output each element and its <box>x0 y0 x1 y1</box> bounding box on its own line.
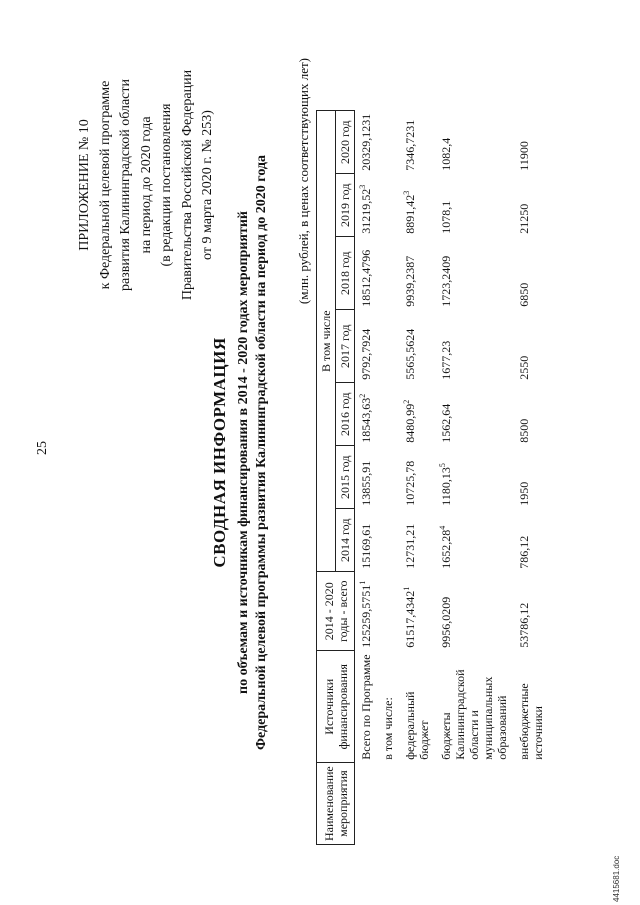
table-row <box>355 111 378 845</box>
table-row <box>399 111 435 845</box>
cell-year <box>435 111 513 174</box>
cell-name <box>399 763 435 845</box>
cell-total <box>399 572 435 651</box>
cell-year <box>399 237 435 310</box>
footnote-mark: 1 <box>402 586 411 591</box>
cell-year <box>435 446 513 509</box>
cell-year-value: 1677,23 <box>439 340 453 380</box>
cell-source-value: Всего по Программе <box>359 654 373 760</box>
cell-year <box>399 310 435 383</box>
footnote-mark: 2 <box>402 399 411 404</box>
cell-year <box>513 111 549 174</box>
appendix-line: к Федеральной целевой программе <box>97 80 113 290</box>
header-year: 2019 год <box>336 174 355 237</box>
cell-year <box>435 174 513 237</box>
appendix-line: от 9 марта 2020 г. № 253) <box>200 110 215 260</box>
header-year: 2015 год <box>336 446 355 509</box>
cell-year-value: 1562,64 <box>439 403 453 443</box>
header-year: 2016 год <box>336 383 355 446</box>
footnote-mark: 5 <box>438 463 447 468</box>
cell-year <box>513 383 549 446</box>
cell-year-value: 15169,61 <box>359 523 373 569</box>
cell-year-value: 8480,99 <box>403 403 417 443</box>
header-including: В том числе <box>317 111 336 572</box>
header-total: 2014 - 2020 годы - всего <box>317 572 355 651</box>
table-row <box>377 111 399 845</box>
cell-name <box>513 763 549 845</box>
cell-year <box>435 237 513 310</box>
financing-table <box>316 110 549 845</box>
appendix-block <box>75 5 219 365</box>
cell-year-value: 1082,4 <box>439 137 453 171</box>
cell-year-value: 12731,21 <box>403 523 417 569</box>
cell-year-value: 6850 <box>517 282 531 307</box>
cell-total-value: 9956,0209 <box>439 596 453 648</box>
cell-year-value: 21250 <box>517 203 531 234</box>
cell-year <box>355 237 378 310</box>
cell-year-value: 1950 <box>517 481 531 506</box>
cell-year-value: 31219,52 <box>359 188 373 234</box>
cell-year-value: 1652,28 <box>439 529 453 569</box>
footnote-mark: 2 <box>358 393 367 398</box>
cell-year <box>399 509 435 572</box>
cell-year <box>399 446 435 509</box>
cell-year-value: 786,12 <box>517 535 531 569</box>
document-subtitle-2: Федеральной целевой программы развития Калининградской области на период до 2020 года <box>254 155 269 750</box>
appendix-line: Правительства Российской Федерации <box>179 69 195 301</box>
cell-name <box>435 763 513 845</box>
cell-year <box>355 310 378 383</box>
cell-total <box>513 572 549 651</box>
cell-year <box>513 509 549 572</box>
header-year: 2014 год <box>336 509 355 572</box>
cell-year <box>513 237 549 310</box>
cell-year <box>377 509 399 572</box>
cell-year <box>377 174 399 237</box>
footnote-mark: 1 <box>358 580 367 585</box>
cell-year <box>399 383 435 446</box>
table-row <box>513 111 549 845</box>
cell-total <box>377 572 399 651</box>
cell-year <box>435 310 513 383</box>
cell-year-value: 1078,1 <box>439 200 453 234</box>
cell-year-value: 20329,1231 <box>359 113 373 171</box>
cell-source-value: бюджеты Калининградской области и муниципальных образований <box>439 669 509 760</box>
cell-year <box>355 509 378 572</box>
cell-source-value: в том числе: <box>381 697 395 760</box>
cell-year <box>513 174 549 237</box>
cell-year-value: 9792,7924 <box>359 328 373 380</box>
cell-source-value: внебюджетные источники <box>517 683 545 760</box>
appendix-line: развития Калининградской области <box>118 78 133 292</box>
cell-year <box>435 383 513 446</box>
cell-year <box>435 509 513 572</box>
cell-year <box>355 383 378 446</box>
cell-year-value: 5565,5624 <box>403 328 417 380</box>
cell-year <box>377 310 399 383</box>
cell-year-value: 1723,2409 <box>439 255 453 307</box>
cell-year-value: 1180,13 <box>439 467 453 506</box>
header-year: 2018 год <box>336 237 355 310</box>
cell-total <box>435 572 513 651</box>
cell-year <box>377 111 399 174</box>
cell-year <box>377 383 399 446</box>
cell-year-value: 7346,7231 <box>403 119 417 171</box>
cell-year-value: 8500 <box>517 418 531 443</box>
cell-source <box>513 651 549 763</box>
cell-year-value: 2550 <box>517 355 531 380</box>
file-footer: 4415681.doc <box>612 855 621 902</box>
table-row <box>435 111 513 845</box>
cell-source <box>355 651 378 763</box>
cell-source-value: федеральный бюджет <box>403 691 431 760</box>
appendix-line: на период до 2020 года <box>138 116 154 254</box>
appendix-line: ПРИЛОЖЕНИЕ № 10 <box>77 119 92 251</box>
document-title: СВОДНАЯ ИНФОРМАЦИЯ <box>210 337 229 568</box>
appendix-line: (в редакции постановления <box>159 103 174 267</box>
cell-year <box>355 446 378 509</box>
footnote-mark: 3 <box>358 184 367 189</box>
cell-year-value: 8891,42 <box>403 194 417 234</box>
header-source: Источники финансирования <box>317 651 355 763</box>
cell-name <box>355 763 378 845</box>
footnote-mark: 4 <box>438 525 447 530</box>
footnote-mark: 3 <box>402 190 411 195</box>
cell-year-value: 11900 <box>517 141 531 171</box>
cell-name <box>377 763 399 845</box>
page-number: 25 <box>35 441 50 455</box>
cell-year <box>513 310 549 383</box>
cell-year-value: 10725,78 <box>403 460 417 506</box>
cell-year <box>399 111 435 174</box>
units-note: (млн. рублей, в ценах соответствующих лет) <box>296 58 311 305</box>
cell-source <box>377 651 399 763</box>
cell-year <box>377 446 399 509</box>
table-body <box>355 111 550 845</box>
document-subtitle: по объемам и источникам финансирования в 2014 - 2020 годах мероприятий <box>236 211 251 694</box>
cell-total-value: 125259,5751 <box>359 584 373 648</box>
cell-year <box>377 237 399 310</box>
header-year: 2017 год <box>336 310 355 383</box>
header-name: Наименование мероприятия <box>317 763 355 845</box>
cell-total-value: 61517,4342 <box>403 590 417 648</box>
cell-total-value: 53786,12 <box>517 602 531 648</box>
cell-year <box>355 174 378 237</box>
cell-source <box>399 651 435 763</box>
cell-year <box>399 174 435 237</box>
cell-year-value: 18512,4796 <box>359 249 373 307</box>
cell-total <box>355 572 378 651</box>
cell-year-value: 13855,91 <box>359 460 373 506</box>
cell-year-value: 9939,2387 <box>403 255 417 307</box>
cell-source <box>435 651 513 763</box>
cell-year <box>355 111 378 174</box>
cell-year-value: 18543,63 <box>359 397 373 443</box>
cell-year <box>513 446 549 509</box>
header-year: 2020 год <box>336 111 355 174</box>
